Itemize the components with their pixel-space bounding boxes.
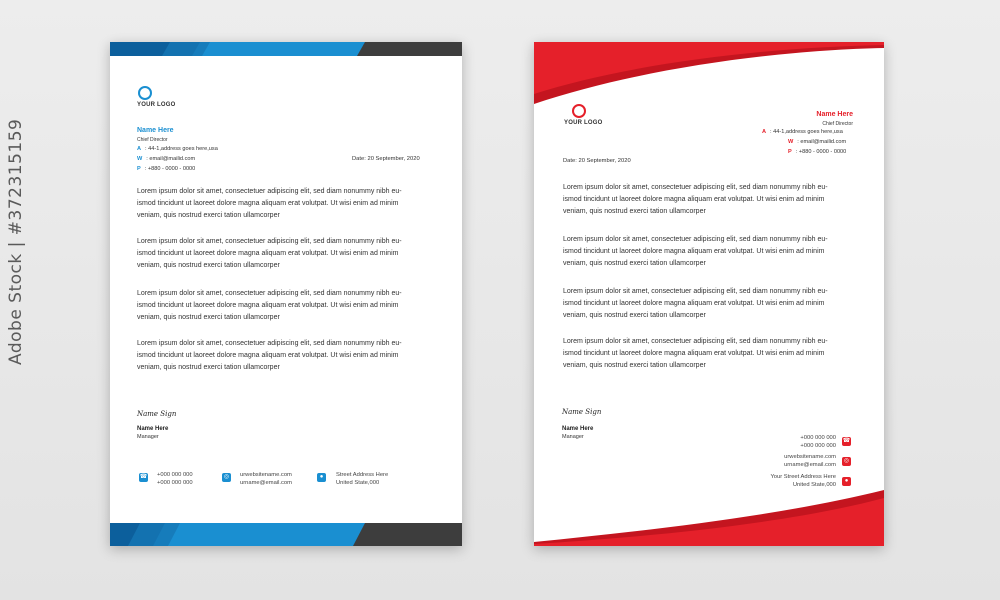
sender-name: Name Here (816, 111, 853, 118)
signer-role: Manager (137, 434, 159, 440)
contact-phone: P : +880 - 0000 - 0000 (788, 149, 847, 155)
footer-phones: +000 000 000 +000 000 000 (157, 472, 193, 486)
globe-icon: ◎ (843, 458, 850, 464)
footer-web: urwebsitename.com urname@email.com (784, 454, 836, 468)
sender-role: Chief Director (137, 137, 168, 143)
body-paragraph: Lorem ipsum dolor sit amet, consectetuer adipiscing elit, sed diam nonummy nibh eu- ismod tincidunt ut laoreet dolore magna aliquam erat volutpat. Ut wisi enim ad minim veniam, quis nostrud exerci tation ullamcorper (137, 188, 402, 219)
body-paragraph: Lorem ipsum dolor sit amet, consectetuer adipiscing elit, sed diam nonummy nibh eu- ismod tincidunt ut laoreet dolore magna aliquam erat volutpat. Ut wisi enim ad minim veniam, quis nostrud exerci tation ullamcorper (563, 236, 828, 267)
footer-phones: +000 000 000 +000 000 000 (800, 435, 836, 449)
logo-icon (572, 104, 586, 118)
red-footer-wave (534, 490, 884, 546)
contact-address: A : 44-1,address goes here,usa (762, 129, 843, 135)
location-icon: ● (317, 473, 326, 482)
signer-role: Manager (562, 434, 584, 440)
red-header-wave (534, 42, 884, 104)
location-icon: ● (842, 477, 851, 486)
letter-date: Date: 20 September, 2020 (563, 158, 631, 164)
letter-date: Date: 20 September, 2020 (352, 156, 420, 162)
signature: Name Sign (137, 410, 177, 418)
red-letterhead (534, 42, 884, 546)
sender-role: Chief Director (822, 121, 853, 127)
contact-address: A : 44-1,address goes here,usa (137, 146, 218, 152)
footer-address: Your Street Address Here United State,000 (770, 474, 836, 488)
contact-phone: P : +880 - 0000 - 0000 (137, 166, 196, 172)
body-paragraph: Lorem ipsum dolor sit amet, consectetuer adipiscing elit, sed diam nonummy nibh eu- ismod tincidunt ut laoreet dolore magna aliquam erat volutpat. Ut wisi enim ad minim veniam, quis nostrud exerci tation ullamcorper (563, 338, 828, 369)
signer-name: Name Here (562, 426, 594, 432)
sender-name: Name Here (137, 127, 174, 134)
phone-icon: ☎ (139, 474, 148, 480)
contact-web: W : email@mailid.com (788, 139, 847, 145)
phone-icon: ☎ (842, 438, 851, 444)
globe-icon: ◎ (223, 474, 230, 480)
contact-web: W : email@mailid.com (137, 156, 196, 162)
logo-icon (138, 86, 152, 100)
logo-text: YOUR LOGO (137, 102, 176, 108)
blue-letterhead (110, 42, 462, 546)
body-paragraph: Lorem ipsum dolor sit amet, consectetuer adipiscing elit, sed diam nonummy nibh eu- ismod tincidunt ut laoreet dolore magna aliquam erat volutpat. Ut wisi enim ad minim veniam, quis nostrud exerci tation ullamcorper (563, 184, 828, 215)
footer-web: urwebsitename.com urname@email.com (240, 472, 292, 486)
stock-watermark-label: Adobe Stock | #372315159 (6, 118, 26, 365)
body-paragraph: Lorem ipsum dolor sit amet, consectetuer adipiscing elit, sed diam nonummy nibh eu- ismod tincidunt ut laoreet dolore magna aliquam erat volutpat. Ut wisi enim ad minim veniam, quis nostrud exerci tation ullamcorper (137, 290, 402, 321)
footer-address: Street Address Here United State,000 (336, 472, 389, 486)
signer-name: Name Here (137, 426, 169, 432)
blue-footer-band (110, 523, 462, 546)
logo-text: YOUR LOGO (564, 120, 603, 126)
body-paragraph: Lorem ipsum dolor sit amet, consectetuer adipiscing elit, sed diam nonummy nibh eu- ismod tincidunt ut laoreet dolore magna aliquam erat volutpat. Ut wisi enim ad minim veniam, quis nostrud exerci tation ullamcorper (137, 340, 402, 371)
body-paragraph: Lorem ipsum dolor sit amet, consectetuer adipiscing elit, sed diam nonummy nibh eu- ismod tincidunt ut laoreet dolore magna aliquam erat volutpat. Ut wisi enim ad minim veniam, quis nostrud exerci tation ullamcorper (137, 238, 402, 269)
body-paragraph: Lorem ipsum dolor sit amet, consectetuer adipiscing elit, sed diam nonummy nibh eu- ismod tincidunt ut laoreet dolore magna aliquam erat volutpat. Ut wisi enim ad minim veniam, quis nostrud exerci tation ullamcorper (563, 288, 828, 319)
blue-header-band (110, 42, 462, 56)
signature: Name Sign (562, 408, 602, 416)
